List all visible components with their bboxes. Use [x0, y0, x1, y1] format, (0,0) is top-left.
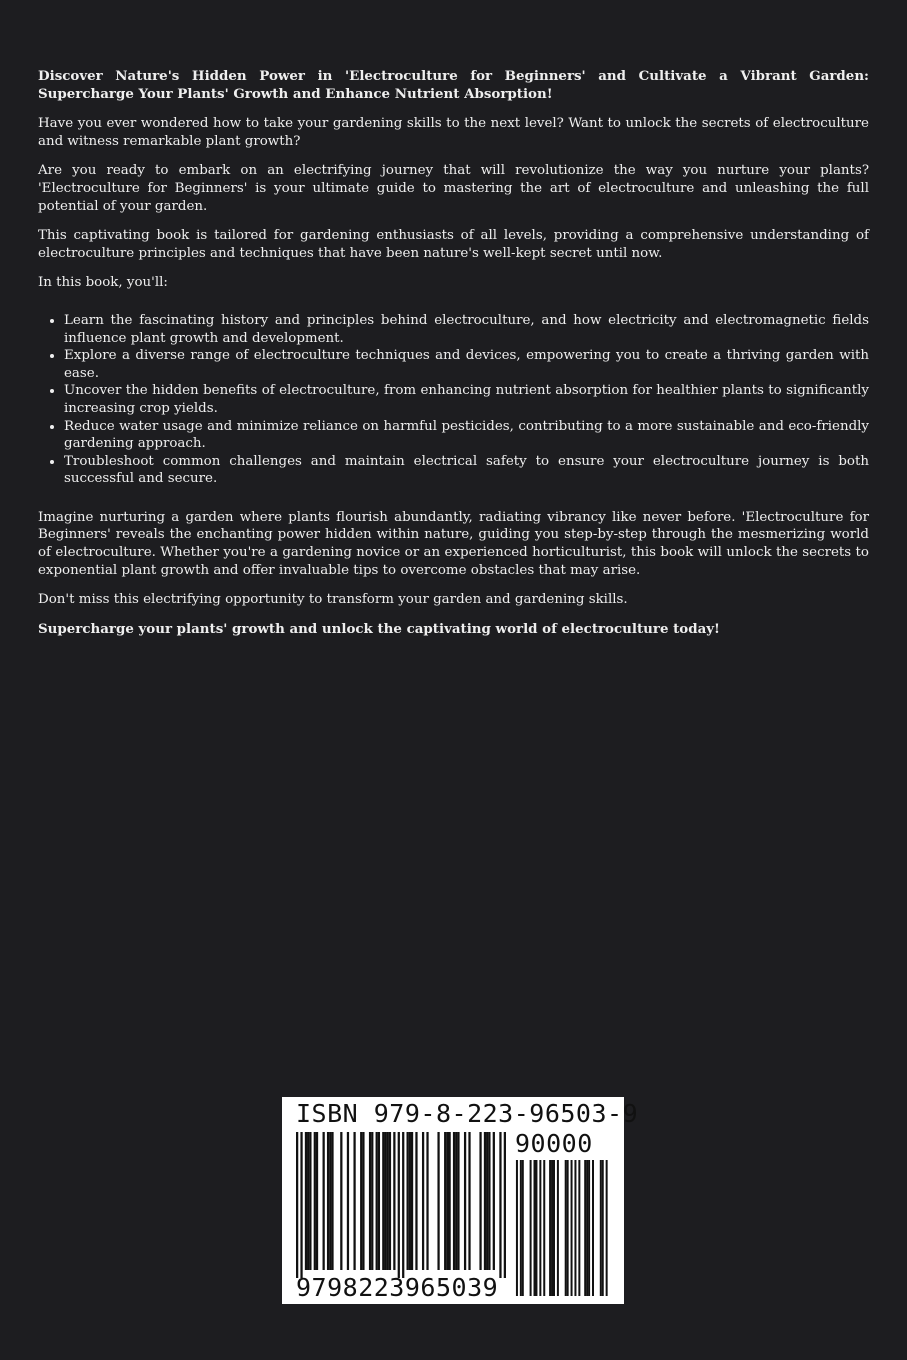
barcode-bar [411, 1132, 413, 1270]
barcode-bar [543, 1160, 545, 1296]
barcode-bar [402, 1132, 404, 1278]
barcode-bar [387, 1132, 389, 1270]
barcode-bar [422, 1132, 424, 1270]
barcode-bar [520, 1160, 522, 1296]
barcode-bar [340, 1132, 342, 1270]
barcode-bar [369, 1132, 371, 1270]
barcode-bar [504, 1132, 506, 1278]
barcode-bar [444, 1132, 446, 1270]
barcode-bar [300, 1132, 302, 1278]
barcode-bar [415, 1132, 417, 1270]
isbn-label: ISBN 979-8-223-96503-9 [296, 1099, 639, 1128]
barcode-bar [499, 1132, 501, 1278]
barcode-bar [305, 1132, 307, 1270]
barcode-bar [446, 1132, 448, 1270]
barcode-bar [384, 1132, 386, 1270]
barcode-bar [323, 1132, 325, 1270]
barcode-bar [360, 1132, 362, 1270]
barcode-bar [382, 1132, 384, 1270]
barcode-bar [331, 1132, 333, 1270]
barcode-bar [565, 1160, 567, 1296]
barcode-bar [588, 1160, 590, 1296]
barcode-bar [393, 1132, 395, 1270]
barcode-bar [407, 1132, 409, 1270]
barcode-bar [353, 1132, 355, 1270]
barcode-bar [327, 1132, 329, 1270]
description-paragraph-2: Are you ready to embark on an electrifying journey that will revolutionize the way you nurture your plants? 'Electroculture for Beginners' is your ultimate guide to mastering the art of electroculture and unleashing the full potential of your garden. [38, 163, 869, 214]
list-intro: In this book, you'll: [38, 275, 168, 291]
barcode-bar [606, 1160, 608, 1296]
barcode-bar [479, 1132, 481, 1270]
barcode-bar [409, 1132, 411, 1270]
barcode-bar [539, 1160, 541, 1296]
barcode-bar [557, 1160, 559, 1296]
barcode-bar [488, 1132, 490, 1270]
barcode-bar [464, 1132, 466, 1270]
barcode-bar [468, 1132, 470, 1270]
list-item: • Reduce water usage and minimize reliance on harmful pesticides, contributing to a more sustainable and eco-friendly gardening approach. [64, 418, 869, 453]
barcode-bar [457, 1132, 459, 1270]
barcode-bar [592, 1160, 594, 1296]
barcode-bar [534, 1160, 536, 1296]
ean-digits: 9798223965039 [296, 1273, 499, 1302]
barcode-bar [453, 1132, 455, 1270]
barcode-bar [371, 1132, 373, 1270]
barcode-bar [455, 1132, 457, 1270]
barcode-bar [314, 1132, 316, 1270]
barcode-bar [586, 1160, 588, 1296]
barcode-bar [389, 1132, 391, 1270]
isbn-barcode [282, 1097, 639, 1304]
barcode-bar [493, 1132, 495, 1270]
barcode-bar [516, 1160, 518, 1296]
barcode-bar [571, 1160, 573, 1296]
barcode-bar [530, 1160, 532, 1296]
list-item: • Uncover the hidden benefits of electroculture, from enhancing nutrient absorption for healthier plants to significantly increasing crop yields. [64, 382, 869, 417]
list-item: • Learn the fascinating history and principles behind electroculture, and how electricity and electromagnetic fields influence plant growth and development. [64, 312, 869, 347]
description-block [38, 68, 869, 650]
barcode-bar [600, 1160, 602, 1296]
barcode-bar [398, 1132, 400, 1278]
barcode-bar [316, 1132, 318, 1270]
description-paragraph-3: This captivating book is tailored for gardening enthusiasts of all levels, providing a comprehensive understanding of electroculture principles and techniques that have been nature's well-kept secret until now. [38, 228, 869, 261]
barcode-bar [484, 1132, 486, 1270]
barcode-bar [535, 1160, 537, 1296]
barcode-bar [437, 1132, 439, 1270]
description-paragraph-4: Imagine nurturing a garden where plants flourish abundantly, radiating vibrancy like never before. 'Electroculture for Beginners' reveals the enchanting power hidden within nature, guiding you step-by-step through the mesmerizing world of electroculture. Whether you're a gardening novice or an experienced horticulturist, this book will unlock the secrets to exponential plant growth and offer invaluable tips to overcome obstacles that may arise. [38, 509, 869, 578]
barcode-bar [551, 1160, 553, 1296]
barcode-bar [296, 1132, 298, 1278]
price-code: 90000 [515, 1129, 593, 1158]
barcode-bar [602, 1160, 604, 1296]
description-paragraph-1: Have you ever wondered how to take your gardening skills to the next level? Want to unlock the secrets of electroculture and witness remarkable plant growth? [38, 116, 869, 149]
barcode-bar [448, 1132, 450, 1270]
barcode-bar [486, 1132, 488, 1270]
barcode-bar [578, 1160, 580, 1296]
barcode-bar [362, 1132, 364, 1270]
feature-list [38, 312, 869, 488]
barcode-bar [549, 1160, 551, 1296]
barcode-bar [567, 1160, 569, 1296]
barcode-bar [553, 1160, 555, 1296]
barcode-bar [307, 1132, 309, 1270]
barcode-bar [329, 1132, 331, 1270]
closing-line: Supercharge your plants' growth and unlock the captivating world of electroculture today! [38, 620, 720, 637]
barcode-bar [522, 1160, 524, 1296]
barcode-bar [574, 1160, 576, 1296]
barcode-bar [584, 1160, 586, 1296]
barcode-bar [426, 1132, 428, 1270]
barcode-bar [376, 1132, 378, 1270]
barcode-bar [309, 1132, 311, 1270]
list-item: • Troubleshoot common challenges and maintain electrical safety to ensure your electroculture journey is both successful and secure. [64, 453, 869, 488]
list-item: • Explore a diverse range of electroculture techniques and devices, empowering you to create a thriving garden with ease. [64, 347, 869, 382]
barcode-bar [378, 1132, 380, 1270]
description-heading: Discover Nature's Hidden Power in 'Electroculture for Beginners' and Cultivate a Vibrant Garden: Supercharge Your Plants' Growth and Enhance Nutrient Absorption! [38, 68, 869, 102]
description-paragraph-5: Don't miss this electrifying opportunity to transform your garden and gardening skills. [38, 592, 628, 608]
barcode-bar [347, 1132, 349, 1270]
